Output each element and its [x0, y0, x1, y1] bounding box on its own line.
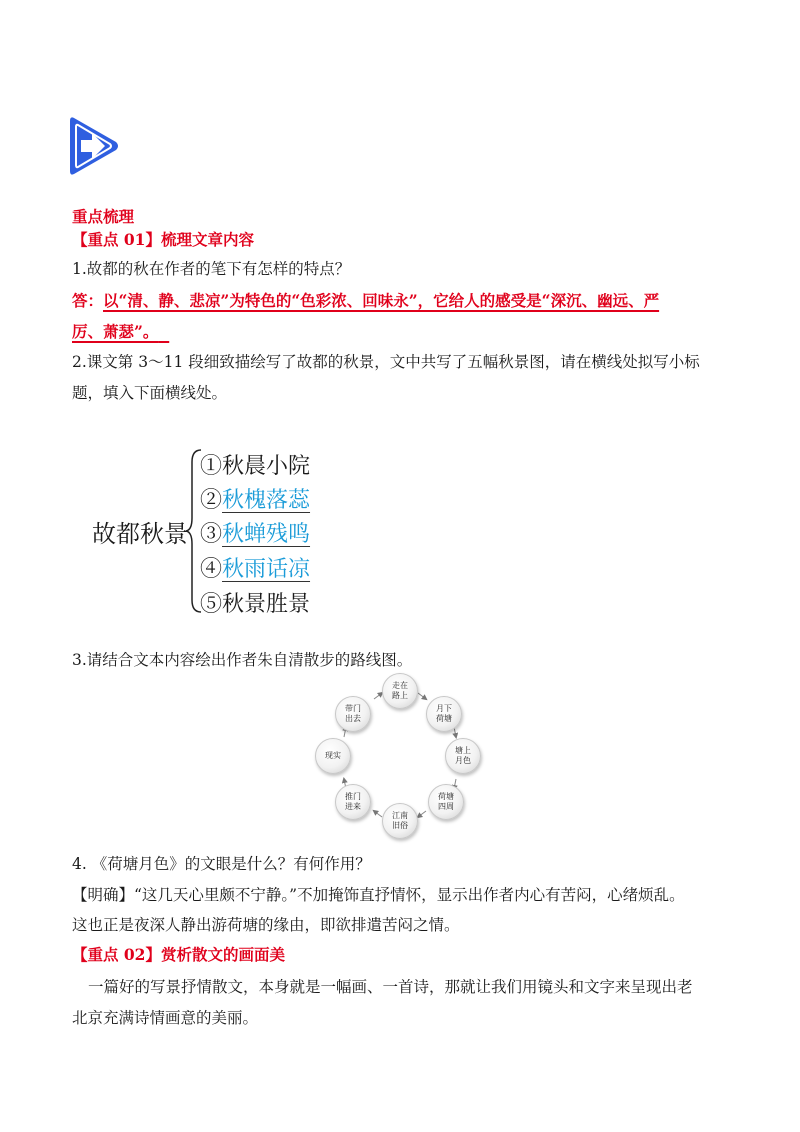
tree-item-1	[200, 449, 310, 480]
tree-item-num: ④	[200, 557, 223, 582]
tree-item-2	[200, 483, 310, 514]
q4-question: 4. 《荷塘月色》的文眼是什么？有何作用？	[72, 855, 371, 873]
tree-item-num: ⑤	[200, 592, 223, 617]
tree-item-label: 秋雨话凉	[222, 557, 311, 582]
point2-para-line1: 一篇好的写景抒情散文，本身就是一幅画、一首诗，那就让我们用镜头和文字来呈现出老	[88, 978, 693, 996]
q1-question: 1.故都的秋在作者的笔下有怎样的特点？	[72, 260, 351, 278]
q4-answer-line1: 【明确】“这几天心里颇不宁静。”不加掩饰直抒情怀，显示出作者内心有苦闷，心绪烦乱。	[72, 886, 685, 904]
tree-item-label: 秋景胜景	[222, 592, 311, 617]
route-node: 月下 荷塘	[426, 696, 462, 732]
route-node: 带门 出去	[335, 696, 371, 732]
point1-heading: 【重点 01】梳理文章内容	[72, 230, 254, 249]
route-node: 江南 旧俗	[382, 803, 418, 839]
tree-item-num: ①	[200, 454, 223, 479]
q1-answer-prefix: 答：	[72, 291, 104, 310]
tree-item-label: 秋槐落蕊	[222, 488, 311, 513]
q1-answer-line2	[72, 320, 169, 342]
q3-question: 3.请结合文本内容绘出作者朱自清散步的路线图。	[72, 651, 413, 669]
tree-item-4	[200, 552, 310, 583]
tree-item-label: 秋晨小院	[222, 454, 311, 479]
route-node: 走在 路上	[382, 673, 418, 709]
point2-para-line2: 北京充满诗情画意的美丽。	[72, 1009, 259, 1027]
tree-root: 故都秋景	[92, 520, 188, 548]
tree-item-3	[200, 517, 310, 548]
q1-answer-line1	[72, 289, 659, 311]
q2-line2: 题，填入下面横线处。	[72, 384, 228, 402]
q4-answer-line2: 这也正是夜深人静出游荷塘的缘由，即欲排遣苦闷之情。	[72, 916, 460, 934]
route-node: 推门 进来	[335, 784, 371, 820]
arrow-right-icon	[68, 116, 120, 176]
route-node: 塘上 月色	[445, 738, 481, 774]
tree-item-num: ②	[200, 488, 223, 513]
section-title: 重点梳理	[72, 207, 135, 226]
route-node: 现实	[315, 738, 351, 774]
q1-answer-text: 以“清、静、悲凉”为特色的“色彩浓、回味永”，它给人的感受是“深沉、幽远、严	[103, 291, 660, 310]
point2-heading: 【重点 02】赏析散文的画面美	[72, 945, 285, 964]
q2-line1: 2.课文第 3～11 段细致描绘写了故都的秋景，文中共写了五幅秋景图，请在横线处拟写小标	[72, 353, 700, 371]
route-node: 荷塘 四周	[428, 784, 464, 820]
tree-item-5	[200, 587, 310, 618]
tree-item-label: 秋蝉残鸣	[222, 522, 311, 547]
tree-item-num: ③	[200, 522, 223, 547]
q1-answer-text-2: 厉、萧瑟”。	[72, 322, 159, 341]
